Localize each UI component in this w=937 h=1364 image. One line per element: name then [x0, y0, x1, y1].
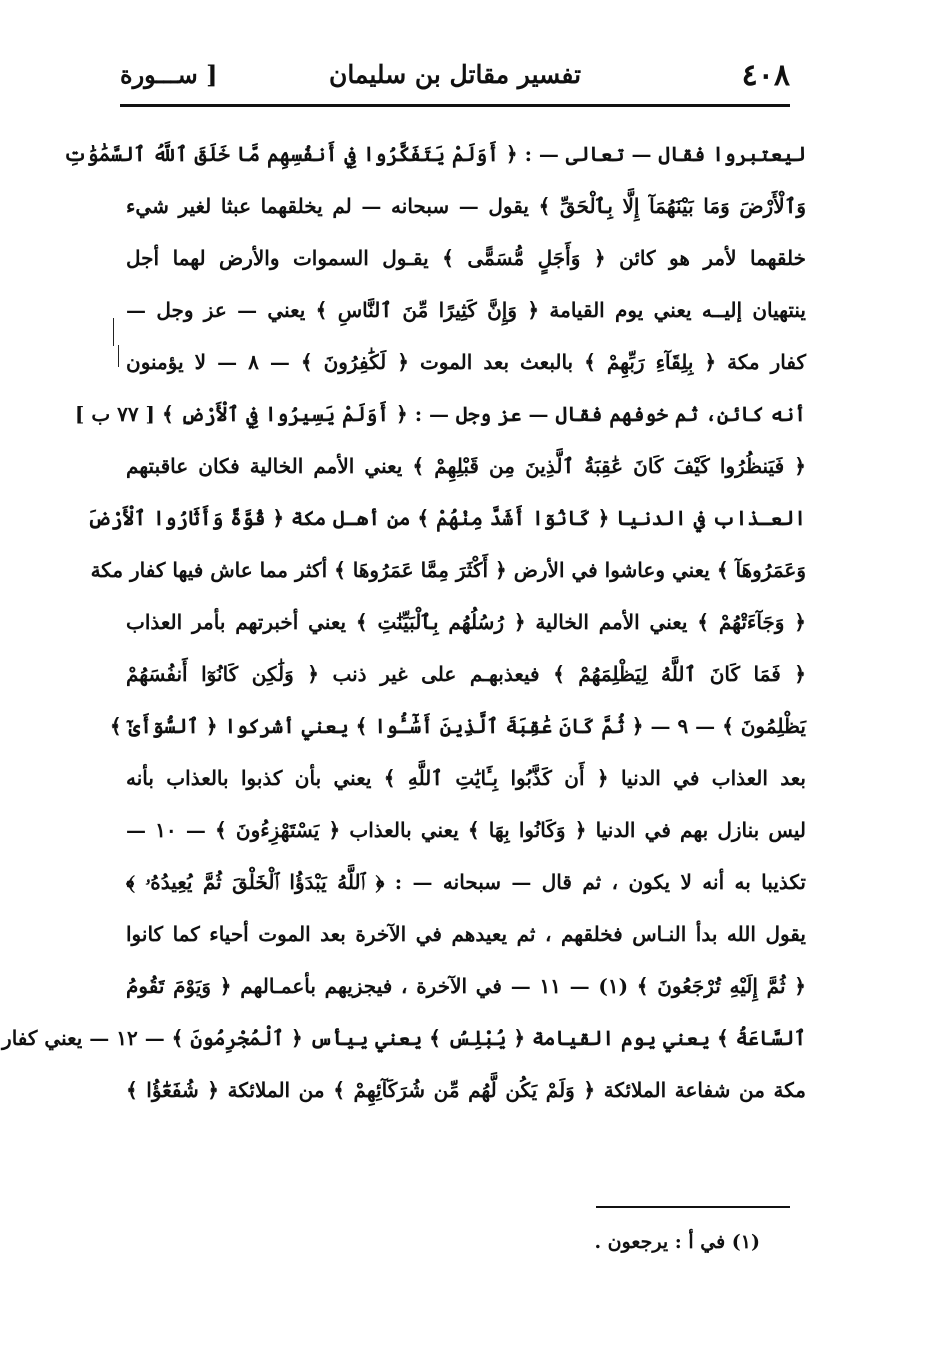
text-line: تكذيبا به أنه لا يكون ، ثم قال — سبحانه — : ﴿ ٱللَّهُ يَبْدَؤُا ٱلْخَلْقَ ثُمَّ يُعِيدُهُۥ ﴾: [126, 870, 806, 894]
text-line: ﴿ ثُمَّ إِلَيْهِ تُرْجَعُونَ ﴾ (١) — ١١ — في الآخرة ، فيجزيهم بأعمـالهم ﴿ وَيَوْمَ تَقُومُ: [126, 974, 806, 998]
text-line: العـذاب في الدنيا ﴿ كَانُوٓا أَشَدَّ مِنْهُمْ ﴾ من أهـل مكة ﴿ قُوَّةً وَأَثَارُوا ٱلْأَرْضَ: [87, 506, 806, 530]
text-line: خلقهما لأمر هو كائن ﴿ وَأَجَلٍ مُّسَمًّى ﴾ يقـول السموات والأرض لهما أجل: [126, 246, 806, 270]
surah-label: [ ســـورة: [120, 60, 218, 89]
text-line: أنه كائن، ثم خوفهم فقال — عز وجل — : ﴿ أَوَلَمْ يَسِيرُوا فِي ٱلْأَرْضِ ﴾ [ ٧٧ ب ]: [74, 402, 806, 426]
footnote-divider: [596, 1206, 790, 1208]
text-line: ﴿ فَيَنظُرُوا كَيْفَ كَانَ عَٰقِبَةُ ٱلَّذِينَ مِن قَبْلِهِمْ ﴾ يعني الأمم الخالية فكان عاقبتهم: [126, 454, 806, 478]
header-divider: [120, 104, 790, 107]
page-header: [120, 52, 790, 104]
text-line: ﴿ وَجَآءَتْهُمْ ﴾ يعني الأمم الخالية ﴿ رُسُلُهُم بِٱلْبَيِّنَٰتِ ﴾ يعني أخبرتهم بأمر العذاب: [126, 610, 806, 634]
running-title: تفسير مقاتل بن سليمان: [328, 60, 582, 89]
text-line: يقول الله بدأ النـاس فخلقهم ، ثم يعيدهم في الآخرة بعد الموت أحياء كما كانوا: [126, 922, 806, 946]
text-line: وَعَمَرُوهَآ ﴾ يعني وعاشوا في الأرض ﴿ أَكْثَرَ مِمَّا عَمَرُوهَا ﴾ أكثر مما عاش فيها كفار مكة: [90, 558, 806, 582]
text-line: ليعتبروا فقال — تعالى — : ﴿ أَوَلَمْ يَتَفَكَّرُوا فِي أَنفُسِهِم مَّا خَلَقَ ٱللَّهُ ٱلسَّمَٰوَٰتِ: [63, 142, 806, 166]
margin-mark: [113, 318, 114, 346]
footnote: (١) في أ : يرجعون .: [594, 1231, 760, 1253]
text-line: بعد العذاب في الدنيا ﴿ أَن كَذَّبُوا بِـَٔايَٰتِ ٱللَّهِ ﴾ يعني بأن كذبوا بالعذاب بأنه: [126, 766, 806, 790]
text-line: وَٱلْأَرْضَ وَمَا بَيْنَهُمَآ إِلَّا بِٱلْحَقِّ ﴾ يقول — سبحانه — لم يخلقهما عبثا لغير شيء: [126, 194, 806, 218]
text-line: ﴿ فَمَا كَانَ ٱللَّهُ لِيَظْلِمَهُمْ ﴾ فيعذبهـم على غير ذنب ﴿ وَلَٰكِن كَانُوٓا أَنفُسَهُمْ: [126, 662, 806, 686]
text-line: ليس بنازل بهم في الدنيا ﴿ وَكَانُوا بِهَا ﴾ يعني بالعذاب ﴿ يَسْتَهْزِءُونَ ﴾ — ١٠ —: [126, 818, 806, 842]
text-line: ٱلسَّاعَةُ ﴾ يعني يوم القيامة ﴿ يُبْلِسُ ﴾ يعني ييأس ﴿ ٱلْمُجْرِمُونَ ﴾ — ١٢ — يعني كفار: [2, 1026, 806, 1050]
text-line: كفار مكة ﴿ بِلِقَآءِ رَبِّهِمْ ﴾ بالبعث بعد الموت ﴿ لَكَٰفِرُونَ ﴾ — ٨ — لا يؤمنون: [126, 350, 806, 374]
margin-mark: [118, 345, 119, 367]
text-line: ينتهيان إليــه يعني يوم القيامة ﴿ وَإِنَّ كَثِيرًا مِّنَ ٱلنَّاسِ ﴾ يعني — عز وجل —: [126, 298, 806, 322]
text-line: يَظْلِمُونَ ﴾ — ٩ — ﴿ ثُمَّ كَانَ عَٰقِبَةَ ٱلَّذِينَ أَسَٰٓـُٔوا ﴾ يعني أشركوا ﴿ ٱلسُّوٓأَىٰٓ ﴾: [109, 714, 806, 738]
page-number: ٤٠٨: [741, 58, 790, 93]
body-text: [2, 128, 806, 1116]
text-line: مكة من شفاعة الملائكة ﴿ وَلَمْ يَكُن لَّهُم مِّن شُرَكَآئِهِمْ ﴾ من الملائكة ﴿ شُفَعَٰٓؤُا ﴾: [126, 1078, 806, 1102]
